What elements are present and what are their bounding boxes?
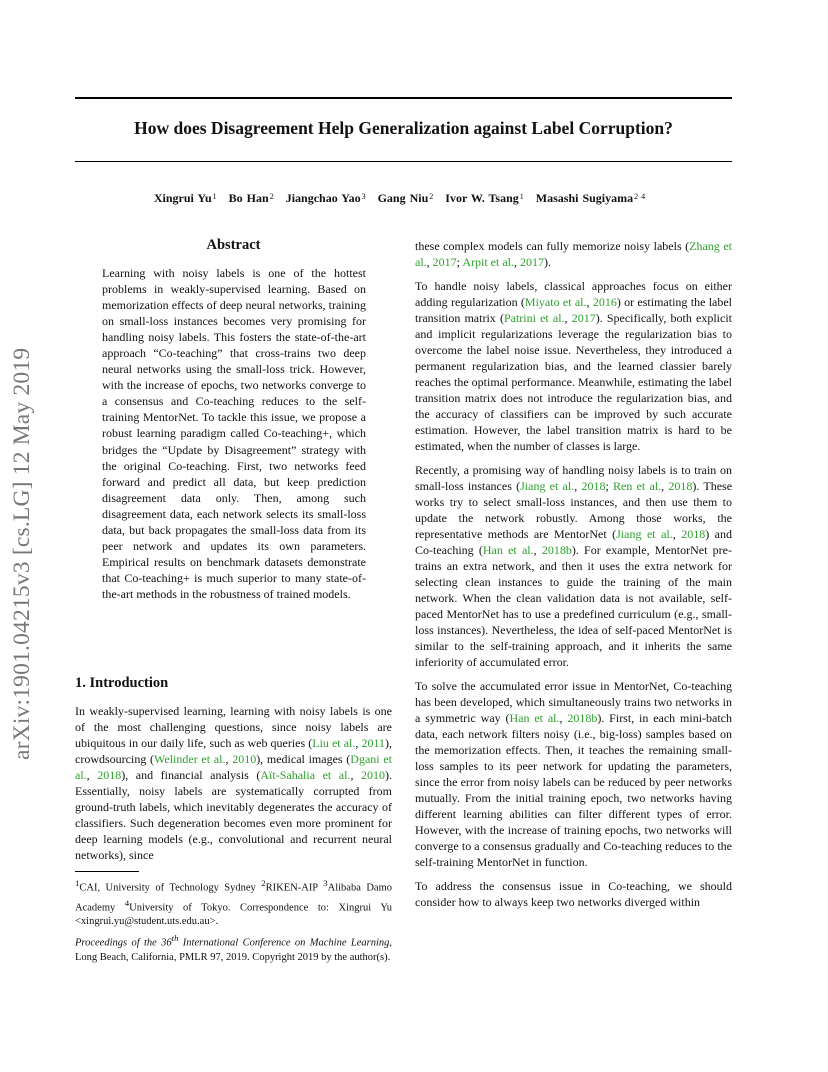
- footnote-marker: 1: [75, 878, 80, 888]
- body-paragraph: [415, 678, 732, 871]
- author-name: Xingrui Yu: [153, 191, 212, 205]
- body-text: ). First, in each mini-batch data, each network filters noisy (i.e., big-loss) samples based on the memorization effects. Then, it teaches the remaining small-loss samples to its peer network for updating the parameters, since the error from noisy labels can be reduced by peer networks mutually. From the initial training epoch, two networks having different learning abilities can filter different types of error. However, with the increase of training epochs, two networks will converge to a consensus gradually and Co-teaching reduces to the self-training MentorNet in function.: [415, 710, 733, 870]
- body-text: To handle noisy labels, classical approaches focus on either adding regularization (: [415, 278, 732, 309]
- author-affiliation: 2 4: [634, 192, 646, 201]
- body-text: ,: [533, 542, 542, 557]
- intro-paragraph: [75, 703, 392, 863]
- proceedings-italic: Proceedings of the 36: [75, 937, 172, 949]
- author-name: Jiangchao Yao: [285, 191, 361, 205]
- body-text: ,: [426, 255, 433, 270]
- body-text: ,: [574, 478, 582, 493]
- citation-link[interactable]: Arpit et al.: [462, 255, 514, 270]
- citation-link[interactable]: Jiang et al.: [520, 478, 575, 493]
- body-text: ) and Co-teaching (: [415, 526, 732, 557]
- abstract-text: Learning with noisy labels is one of the hottest problems in weakly-supervised learning. Based on memorization effects of deep neural networks, training on small-loss instances becomes very promising for handling noisy labels. This fosters the state-of-the-art approach “Co-teaching” that cross-trains two deep neural networks using the small-loss trick. However, with the increase of epochs, two networks converge to a consensus and Co-teaching reduces to the self-training MentorNet. To tackle this issue, we propose a robust learning paradigm called Co-teaching+, which bridges the “Update by Disagreement” strategy with the original Co-teaching. First, two networks feed forward and predict all data, but keep prediction disagreement data only. Then, among such disagreement data, each network selects its small-loss data, but back propagates the small-loss data from its peer network and updates its own parameters. Empirical results on benchmark datasets demonstrate that Co-teaching+ is much superior to many state-of-the-art methods in the robustness of trained models.: [102, 266, 366, 601]
- proceedings-text: , Long Beach, California, PMLR 97, 2019. Copyright 2019 by the author(s).: [75, 937, 392, 963]
- body-text: ,: [661, 478, 669, 493]
- body-text: ,: [564, 310, 572, 325]
- footnote-text: CAI, University of Technology Sydney: [79, 882, 256, 894]
- body-text: ). For example, MentorNet pre-trains an extra network, and then it uses the extra network for selecting clean instances to guide the training of the main network. When the clean validation data is not available, self-paced MentorNet has to use a predefined curriculum (e.g., small-loss instances). Nevertheless, the idea of self-paced MentorNet is similar to the self-training approach, and it inherits the same inferiority of accumulated error.: [415, 542, 732, 670]
- section-heading-introduction: 1. Introduction: [75, 675, 169, 691]
- body-text: ;: [456, 255, 463, 270]
- body-paragraph: [415, 278, 732, 455]
- citation-link[interactable]: Han et al.: [482, 542, 534, 557]
- citation-link[interactable]: 2018: [97, 768, 122, 783]
- footnote-marker: 3: [323, 878, 328, 888]
- body-text: In weakly-supervised learning, learning with noisy labels is one of the most challenging questions, since noisy labels are ubiquitous in our daily life, such as web queries (: [75, 704, 392, 751]
- footnote-text: Alibaba Damo Academy: [75, 882, 393, 914]
- body-text: ,: [86, 768, 98, 783]
- body-text: ), and financial analysis (: [121, 768, 261, 783]
- footnote-text: University of Tokyo. Correspondence to: Xingrui Yu <xingrui.yu@student.uts.edu.au>.: [75, 902, 392, 928]
- citation-link[interactable]: 2010: [361, 768, 385, 783]
- citation-link[interactable]: Patrini et al.: [503, 310, 565, 325]
- body-text: ) or estimating the label transition matrix (: [415, 294, 733, 325]
- author-name: Ivor W. Tsang: [445, 191, 519, 205]
- footnote-marker: 4: [124, 897, 130, 908]
- author-affiliation: 1: [212, 192, 217, 201]
- citation-link[interactable]: Welinder et al.: [154, 752, 226, 767]
- body-text: these complex models can fully memorize noisy labels (: [415, 239, 690, 253]
- citation-link[interactable]: 2010: [232, 752, 257, 767]
- proceedings-note: [75, 931, 392, 965]
- body-text: ,: [559, 710, 568, 725]
- body-text: ).: [544, 255, 551, 270]
- author-name: Gang Niu: [377, 191, 429, 205]
- citation-link[interactable]: 2018b: [541, 542, 572, 557]
- citation-link[interactable]: Miyato et al.: [524, 294, 587, 309]
- citation-link[interactable]: 2017: [432, 255, 457, 270]
- author-list: [75, 191, 732, 206]
- author-affiliation: 1: [519, 192, 524, 201]
- citation-link[interactable]: 2018: [668, 478, 693, 493]
- citation-link[interactable]: 2017: [571, 310, 596, 325]
- body-text: To solve the accumulated error issue in MentorNet, Co-teaching has been developed, which simultaneously trains two networks in a symmetric way (: [415, 678, 732, 725]
- title-rule-bottom: [75, 161, 732, 162]
- body-text: ). Essentially, noisy labels are systematically corrupted from ground-truth labels, which inevitably degenerates the accuracy of classifiers. Such degeneration becomes even more prominent for deep learning models (e.g., convolutional and recurrent neural networks), since: [75, 768, 392, 863]
- body-text: ,: [586, 294, 593, 309]
- citation-link[interactable]: 2018b: [567, 710, 598, 725]
- body-text: ). These works try to select small-loss instances, and then use them to update the network robustly. Among those works, the representative methods are MentorNet (: [415, 478, 733, 541]
- body-paragraph: [415, 238, 732, 270]
- footnote-text: RIKEN-AIP: [265, 882, 318, 894]
- footnote-marker: 2: [261, 878, 266, 888]
- citation-link[interactable]: 2017: [520, 255, 544, 270]
- citation-link[interactable]: Jiang et al.: [616, 526, 673, 541]
- body-text: ), crowdsourcing (: [75, 736, 393, 767]
- proceedings-sup: th: [171, 933, 179, 943]
- body-paragraph: [415, 462, 732, 671]
- body-text: ,: [225, 752, 233, 767]
- citation-link[interactable]: 2018: [581, 478, 606, 493]
- body-text: ;: [605, 478, 614, 493]
- citation-link[interactable]: Zhang et al.: [415, 239, 732, 270]
- author-affiliation: 3: [361, 192, 366, 201]
- title-rule-top: [75, 97, 732, 99]
- body-text: ,: [514, 255, 520, 270]
- citation-link[interactable]: 2011: [361, 736, 386, 751]
- author-name: Bo Han: [228, 191, 269, 205]
- abstract-heading: Abstract: [206, 237, 261, 253]
- paper-title: How does Disagreement Help Generalization against Label Corruption?: [134, 118, 673, 138]
- body-text: ,: [350, 768, 361, 783]
- citation-link[interactable]: Ren et al.: [613, 478, 662, 493]
- citation-link[interactable]: 2016: [592, 294, 617, 309]
- author-affiliation: 2: [269, 192, 274, 201]
- author-name: Masashi Sugiyama: [535, 191, 634, 205]
- proceedings-italic: International Conference on Machine Learning: [178, 937, 390, 949]
- citation-link[interactable]: Dgani et al.: [75, 752, 392, 783]
- body-paragraph: [415, 878, 732, 910]
- body-text: Recently, a promising way of handling noisy labels is to train on small-loss instances (: [415, 462, 732, 493]
- citation-link[interactable]: 2018: [681, 526, 706, 541]
- author-affiliation: 2: [429, 192, 434, 201]
- body-text: ). Specifically, both explicit and implicit regularizations leverage the regularization bias to overcome the label noise issue. Nevertheless, they introduced a permanent regularization bias, and the learned classier barely reaches the optimal performance. Meanwhile, estimating the label transition matrix does not introduce the regularization bias, and the accuracy of classifiers can be improved by such accurate estimation. However, the label transition matrix is hard to be estimated, when the number of classes is large.: [415, 310, 732, 454]
- arxiv-stamp: arXiv:1901.04215v3 [cs.LG] 12 May 2019: [9, 347, 35, 760]
- body-text: ,: [355, 736, 362, 751]
- body-text: ,: [672, 526, 682, 541]
- affiliation-footnote: [75, 876, 392, 930]
- body-text: ), medical images (: [256, 752, 351, 767]
- citation-link[interactable]: Han et al.: [509, 710, 560, 725]
- right-column: [415, 238, 732, 917]
- citation-link[interactable]: Aït-Sahalia et al.: [260, 768, 351, 783]
- footnote-rule: [75, 871, 139, 872]
- citation-link[interactable]: Liu et al.: [312, 736, 356, 751]
- body-text: To address the consensus issue in Co-teaching, we should consider how to always keep two networks diverged within: [415, 878, 732, 909]
